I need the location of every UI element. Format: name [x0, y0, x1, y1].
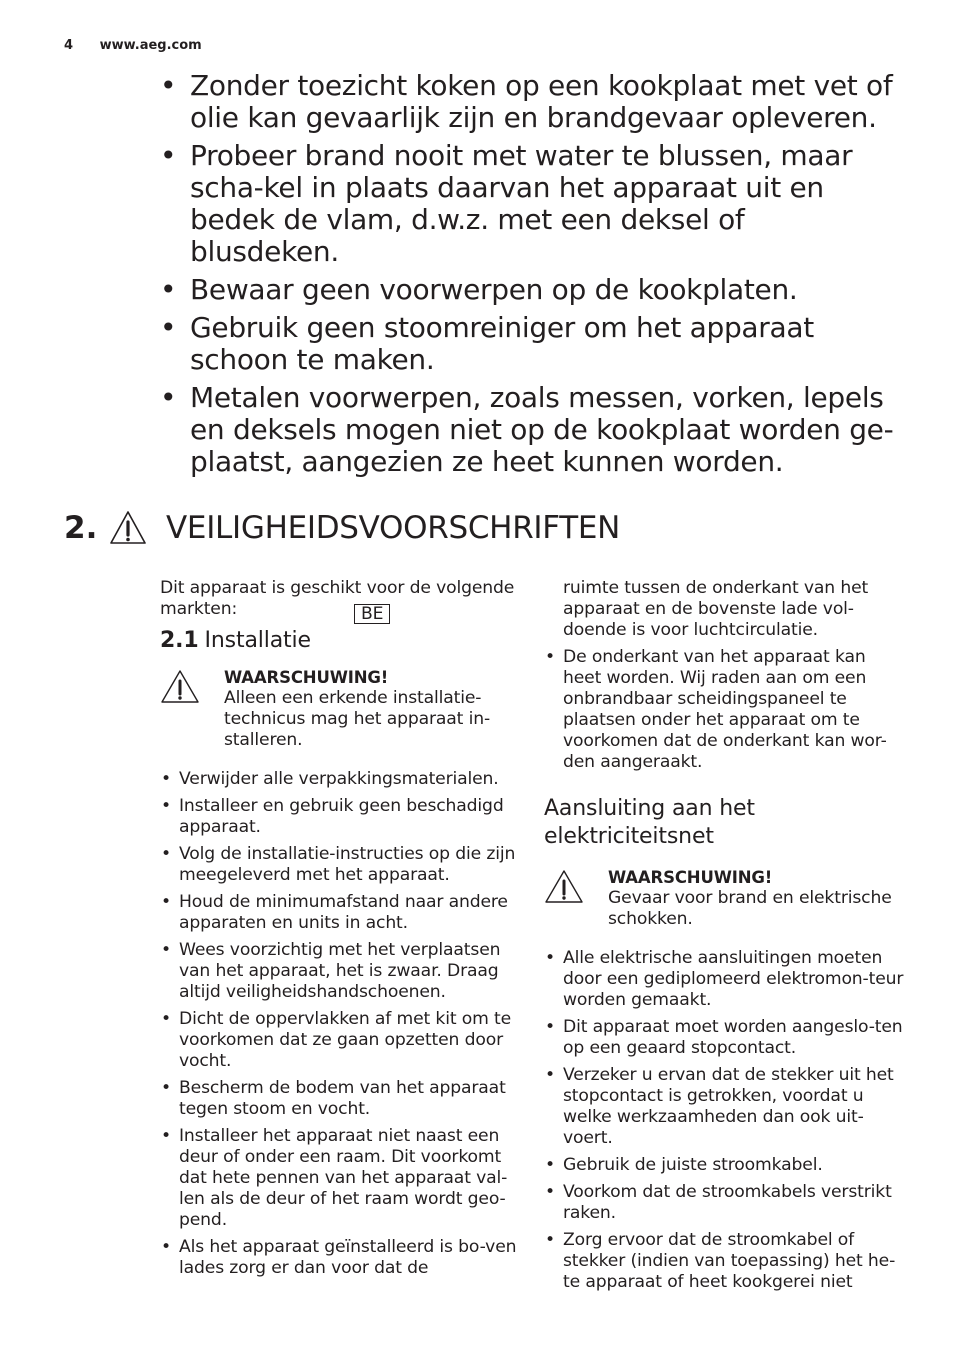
page-header — [64, 38, 202, 53]
subsection-heading-installation — [160, 627, 520, 655]
right-column — [544, 578, 904, 1299]
warning-triangle-icon — [108, 509, 148, 547]
warning-content — [608, 867, 904, 930]
warning-title: WAARSCHUWING! — [224, 668, 389, 687]
electrical-warning — [544, 867, 904, 930]
header-url: www.aeg.com — [99, 38, 202, 53]
list-item: • Verzeker u ervan dat de stekker uit het stopcontact is getrokken, voordat u welke werkzaamheden dan ook uit-voert. — [544, 1065, 904, 1149]
list-item: • Installeer het apparaat niet naast een deur of onder een raam. Dit voorkomt dat hete pennen van het apparaat val-len als de deur of het raam wordt geo-pend. — [160, 1126, 520, 1231]
list-item: • Dicht de oppervlakken af met kit om te voorkomen dat ze gaan opzetten door vocht. — [160, 1009, 520, 1072]
list-item: • Bewaar geen voorwerpen op de kookplaten. — [160, 274, 900, 306]
list-item: • De onderkant van het apparaat kan heet worden. Wij raden aan om een onbrandbaar scheidingspaneel te plaatsen onder het apparaat om te voorkomen dat de onderkant kan wor-den aangeraakt. — [544, 647, 904, 773]
list-item: • Probeer brand nooit met water te blussen, maar scha-kel in plaats daarvan het apparaat uit en bedek de vlam, d.w.z. met een deksel of blusdeken. — [160, 140, 900, 268]
section-title: VEILIGHEIDSVOORSCHRIFTEN — [166, 510, 621, 546]
installation-warning — [160, 667, 520, 751]
list-item: • Bescherm de bodem van het apparaat tegen stoom en vocht. — [160, 1078, 520, 1120]
installation-bullet-list-continued — [544, 647, 904, 773]
installation-bullet-list — [160, 769, 520, 1279]
page-number: 4 — [64, 38, 74, 53]
subsection-title: Installatie — [204, 628, 311, 653]
list-item: • Wees voorzichtig met het verplaatsen van het apparaat, het is zwaar. Draag altijd veiligheidshandschoenen. — [160, 940, 520, 1003]
warning-title: WAARSCHUWING! — [608, 868, 773, 887]
subsection-number: 2.1 — [160, 628, 199, 653]
warning-triangle-icon — [160, 669, 200, 705]
list-item: • Gebruik de juiste stroomkabel. — [544, 1155, 904, 1176]
subsection-heading-electrical — [544, 795, 904, 851]
warning-content — [224, 667, 520, 751]
warning-triangle-icon — [544, 869, 584, 905]
section-number: 2. — [64, 510, 98, 546]
warning-text: Gevaar voor brand en elektrische schokken. — [608, 888, 892, 929]
list-item: • Metalen voorwerpen, zoals messen, vorken, lepels en deksels mogen niet op de kookplaat worden ge-plaatst, aangezien ze heet kunnen worden. — [160, 382, 900, 478]
subsection-title-line1: Aansluiting aan het — [544, 796, 755, 821]
list-item: • Zorg ervoor dat de stroomkabel of stekker (indien van toepassing) het he-te apparaat of heet kookgerei niet — [544, 1230, 904, 1293]
list-item: • Dit apparaat moet worden aangeslo-ten op een geaard stopcontact. — [544, 1017, 904, 1059]
list-item: • Gebruik geen stoomreiniger om het apparaat schoon te maken. — [160, 312, 900, 376]
list-item: • Verwijder alle verpakkingsmaterialen. — [160, 769, 520, 790]
subsection-title-line2: elektriciteitsnet — [544, 824, 714, 849]
electrical-bullet-list — [544, 948, 904, 1293]
list-item: • Zonder toezicht koken op een kookplaat met vet of olie kan gevaarlijk zijn en brandgevaar opleveren. — [160, 70, 900, 134]
market-code-wrapper — [338, 604, 390, 625]
continued-text: ruimte tussen de onderkant van het apparaat en de bovenste lade vol-doende is voor luchtcirculatie. — [563, 578, 869, 640]
intro-bullet-list — [160, 70, 900, 484]
markets-text: Dit apparaat is geschikt voor de volgende markten: — [160, 578, 515, 619]
left-column — [160, 578, 520, 1285]
section-heading — [64, 508, 620, 548]
list-item: • Volg de installatie-instructies op die zijn meegeleverd met het apparaat. — [160, 844, 520, 886]
list-item: • Installeer en gebruik geen beschadigd apparaat. — [160, 796, 520, 838]
list-item: • Houd de minimumafstand naar andere apparaten en units in acht. — [160, 892, 520, 934]
warning-text: Alleen een erkende installatie-technicus mag het apparaat in-stalleren. — [224, 688, 490, 750]
list-item: • Voorkom dat de stroomkabels verstrikt raken. — [544, 1182, 904, 1224]
list-item: • Alle elektrische aansluitingen moeten door een gediplomeerd elektromon-teur worden gemaakt. — [544, 948, 904, 1011]
list-item: • Als het apparaat geïnstalleerd is bo-ven lades zorg er dan voor dat de — [160, 1237, 520, 1279]
market-code-badge: BE — [354, 604, 390, 624]
